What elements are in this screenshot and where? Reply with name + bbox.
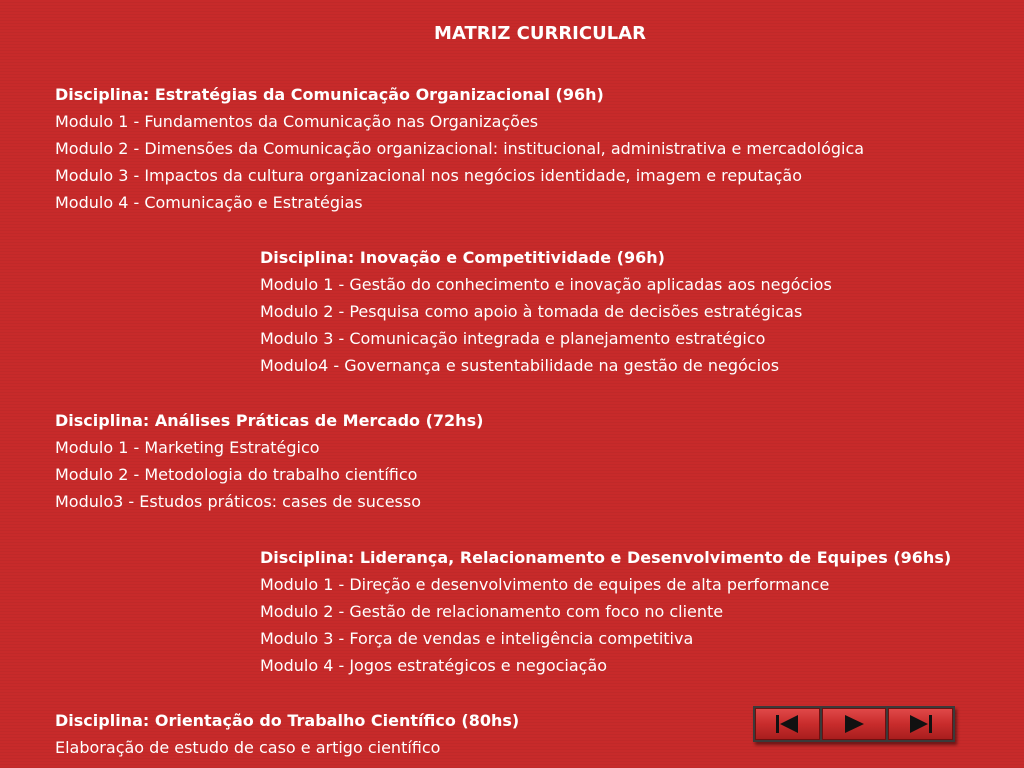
discipline-block <box>260 544 951 679</box>
nav-last-button[interactable] <box>888 708 953 740</box>
discipline-heading: Disciplina: Liderança, Relacionamento e Desenvolvimento de Equipes (96hs) <box>260 548 952 567</box>
module-item: Modulo 2 - Pesquisa como apoio à tomada de decisões estratégicas <box>260 302 803 321</box>
discipline-heading: Disciplina: Orientação do Trabalho Científico (80hs) <box>55 711 520 730</box>
slide-navigation <box>753 706 955 742</box>
page-title: MATRIZ CURRICULAR <box>434 23 646 44</box>
discipline-block <box>260 244 832 379</box>
module-item: Modulo 2 - Dimensões da Comunicação organizacional: institucional, administrativa e mercadológica <box>55 139 865 158</box>
module-item: Modulo 4 - Jogos estratégicos e negociação <box>260 656 608 675</box>
module-item: Modulo 3 - Impactos da cultura organizacional nos negócios identidade, imagem e reputação <box>55 166 802 185</box>
module-item: Modulo 2 - Gestão de relacionamento com foco no cliente <box>260 602 724 621</box>
discipline-heading: Disciplina: Análises Práticas de Mercado (72hs) <box>55 411 484 430</box>
module-item: Modulo 1 - Direção e desenvolvimento de equipes de alta performance <box>260 575 830 594</box>
module-item: Elaboração de estudo de caso e artigo científico <box>55 738 441 757</box>
discipline-block <box>55 81 864 216</box>
discipline-heading: Disciplina: Inovação e Competitividade (96h) <box>260 248 665 267</box>
module-item: Modulo4 - Governança e sustentabilidade na gestão de negócios <box>260 356 780 375</box>
module-item: Modulo 4 - Comunicação e Estratégias <box>55 193 363 212</box>
module-item: Modulo 2 - Metodologia do trabalho científico <box>55 465 418 484</box>
skip-to-start-icon <box>772 713 802 735</box>
nav-first-button[interactable] <box>755 708 820 740</box>
module-item: Modulo 1 - Gestão do conhecimento e inovação aplicadas aos negócios <box>260 275 832 294</box>
play-next-icon <box>839 713 869 735</box>
module-item: Modulo 1 - Marketing Estratégico <box>55 438 320 457</box>
module-item: Modulo 1 - Fundamentos da Comunicação nas Organizações <box>55 112 539 131</box>
discipline-heading: Disciplina: Estratégias da Comunicação Organizacional (96h) <box>55 85 604 104</box>
module-item: Modulo3 - Estudos práticos: cases de sucesso <box>55 492 421 511</box>
skip-to-end-icon <box>906 713 936 735</box>
nav-next-button[interactable] <box>822 708 887 740</box>
discipline-block <box>55 707 519 761</box>
discipline-block <box>55 407 483 515</box>
module-item: Modulo 3 - Comunicação integrada e planejamento estratégico <box>260 329 766 348</box>
module-item: Modulo 3 - Força de vendas e inteligência competitiva <box>260 629 694 648</box>
